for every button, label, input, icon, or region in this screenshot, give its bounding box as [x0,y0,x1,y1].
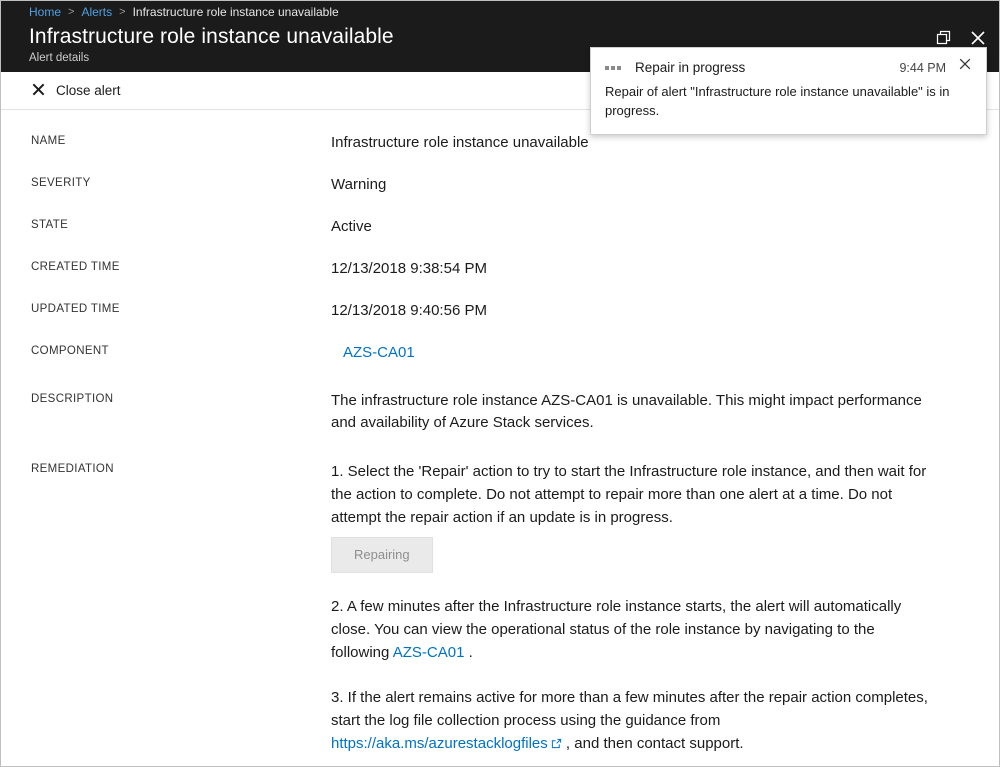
repair-button[interactable]: Repairing [331,537,433,573]
label-updated-time: UPDATED TIME [31,303,120,315]
breadcrumb-current: Infrastructure role instance unavailable [132,4,339,19]
toast-body: Repair of alert "Infrastructure role instance unavailable" is in progress. [605,84,950,118]
value-description: The infrastructure role instance AZS-CA01 is unavailable. This might impact performance and availability of Azure Stack services. [331,392,922,431]
toast-title: Repair in progress [635,60,746,75]
toast-close-icon[interactable] [958,57,972,74]
label-state: STATE [31,219,69,231]
close-alert-label: Close alert [56,83,121,98]
detail-row-description [1,390,999,434]
detail-row-remediation [1,460,999,767]
label-created-time: CREATED TIME [31,261,120,273]
value-created-time: 12/13/2018 9:38:54 PM [331,260,487,277]
remediation-step-2-text-b: . [464,644,473,661]
detail-row-updated-time [1,300,999,322]
remediation-step-3 [331,686,931,756]
value-severity: Warning [331,176,387,193]
more-dots-icon [605,66,625,70]
remediation-step-2-text-a: 2. A few minutes after the Infrastructure role instance starts, the alert will automatically close. You can view the operational status of the role instance by navigating to the following [331,598,902,661]
x-icon [31,82,46,100]
detail-row-created-time [1,258,999,280]
label-component: COMPONENT [31,345,109,357]
value-updated-time: 12/13/2018 9:40:56 PM [331,302,487,319]
close-window-icon[interactable] [969,29,987,47]
detail-row-component [1,342,999,364]
toast-time: 9:44 PM [899,60,946,75]
restore-window-icon[interactable] [935,29,953,47]
breadcrumb-alerts[interactable]: Alerts [81,4,113,19]
detail-row-state [1,216,999,238]
remediation-step-2 [331,595,931,664]
breadcrumb-separator-2: > [119,5,126,18]
detail-row-name [1,132,999,154]
remediation-step-1: 1. Select the 'Repair' action to try to start the Infrastructure role instance, and then wait for the action to complete. Do not attempt to repair more than one alert at a time. Do not attempt the repair action if an update is in progress. [331,463,927,526]
page-subtitle: Alert details [29,52,90,64]
remediation-step-3-text-b: , and then contact support. [561,735,744,752]
breadcrumb-separator-1: > [68,5,75,18]
label-description: DESCRIPTION [31,393,114,405]
remediation-step-3-text-a: 3. If the alert remains active for more than a few minutes after the repair action completes, start the log file collection process using the guidance from [331,689,928,729]
value-name: Infrastructure role instance unavailable [331,134,589,151]
detail-row-severity [1,174,999,196]
label-remediation: REMEDIATION [31,463,114,475]
role-instance-link[interactable]: AZS-CA01 [392,644,465,661]
breadcrumb-home[interactable]: Home [29,4,62,19]
close-alert-button[interactable] [29,78,127,104]
alert-details-content [1,110,999,767]
label-name: NAME [31,135,66,147]
value-state: Active [331,218,372,235]
component-link[interactable]: AZS-CA01 [343,344,415,361]
log-files-link[interactable]: https://aka.ms/azurestacklogfiles [331,735,548,752]
notification-toast [590,47,987,135]
label-severity: SEVERITY [31,177,91,189]
page-title: Infrastructure role instance unavailable [29,25,394,48]
toast-header [605,60,972,75]
value-remediation [331,460,999,767]
external-link-icon [551,733,562,756]
window-controls [935,29,987,47]
breadcrumb [1,1,999,22]
